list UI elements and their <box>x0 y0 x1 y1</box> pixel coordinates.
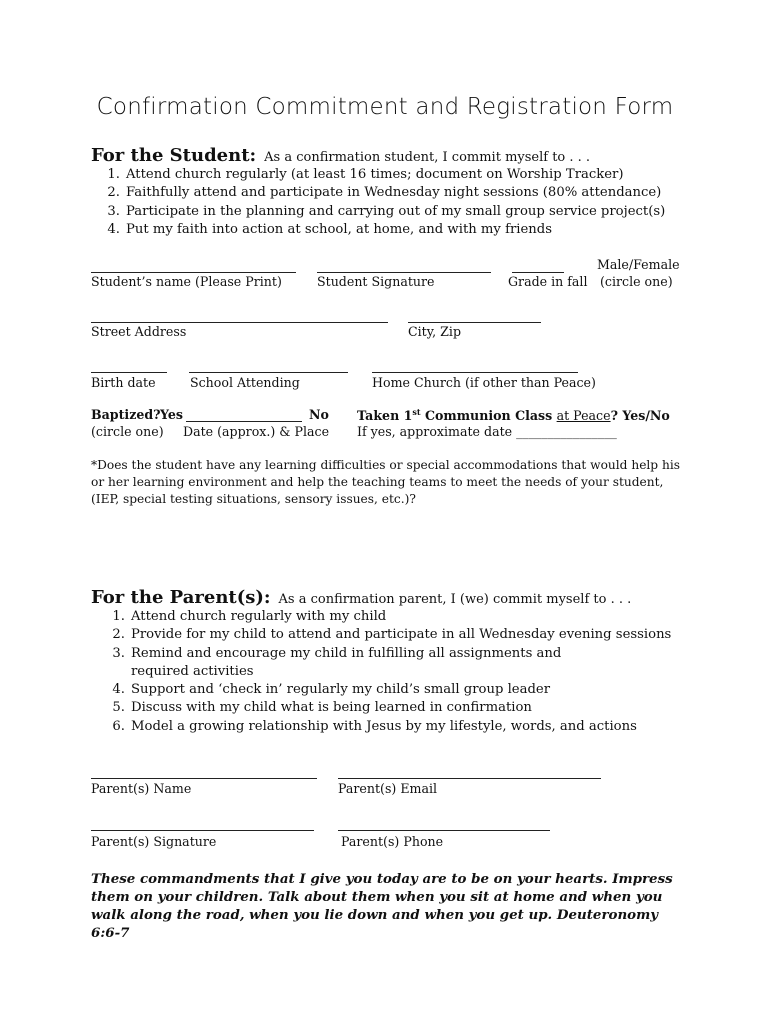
baptized-no-option[interactable]: No <box>309 407 329 422</box>
list-item: 1. Attend church regularly (at least 16 times; document on Worship Tracker) <box>107 167 624 182</box>
list-item: 3. Remind and encourage my child in fulfilling all assignments and required activities <box>112 645 562 679</box>
communion-question: Taken 1st Communion Class at Peace? Yes/No <box>357 407 670 424</box>
parent-signature-label: Parent(s) Signature <box>91 834 217 849</box>
list-item: 2. Provide for my child to attend and participate in all Wednesday evening sessions <box>112 627 672 643</box>
birth-date-label: Birth date <box>91 375 156 390</box>
baptism-date-place-field[interactable] <box>186 421 302 422</box>
list-item: 4. Put my faith into action at school, at home, and with my friends <box>107 221 552 237</box>
student-name-label: Student’s name (Please Print) <box>91 274 282 289</box>
gender-label-top: Male/Female <box>597 257 680 272</box>
school-field[interactable] <box>189 372 348 373</box>
street-address-field[interactable] <box>91 322 388 323</box>
baptism-date-place-label: Date (approx.) & Place <box>183 424 330 439</box>
street-address-label: Street Address <box>91 324 187 339</box>
baptized-yes-option[interactable]: Yes <box>160 407 183 422</box>
school-label: School Attending <box>190 375 300 390</box>
baptized-label: Baptized? <box>91 407 161 422</box>
grade-field[interactable] <box>512 272 564 273</box>
special-accommodations-question: *Does the student have any learning difficulties or special accommodations that would help his or her learning environment and help the teaching teams to meet the needs of your student, (IEP, special testing situations, sensory issues, etc.)? <box>91 458 680 506</box>
student-name-field[interactable] <box>91 272 296 273</box>
parent-phone-field[interactable] <box>338 830 550 831</box>
parent-phone-label: Parent(s) Phone <box>341 834 444 849</box>
student-intro: As a confirmation student, I commit myself to . . . <box>264 150 591 165</box>
home-church-label: Home Church (if other than Peace) <box>372 375 596 390</box>
list-item: 1. Attend church regularly with my child <box>112 609 387 624</box>
student-section-header <box>91 145 590 166</box>
student-heading: For the Student: <box>91 145 257 166</box>
parent-email-label: Parent(s) Email <box>338 781 438 796</box>
parent-commitment-list <box>103 608 683 736</box>
list-item: 2. Faithfully attend and participate in Wednesday night sessions (80% attendance) <box>107 185 662 201</box>
baptized-circle-label: (circle one) <box>91 424 164 439</box>
student-commitment-list <box>98 166 698 239</box>
city-zip-label: City, Zip <box>408 324 462 339</box>
gender-label-bottom: (circle one) <box>600 274 673 289</box>
parent-signature-field[interactable] <box>91 830 314 831</box>
parent-email-field[interactable] <box>338 778 601 779</box>
parent-section-header <box>91 587 631 608</box>
list-item: 5. Discuss with my child what is being learned in confirmation <box>112 700 532 716</box>
list-item: 3. Participate in the planning and carrying out of my small group service project(s) <box>107 203 666 219</box>
city-zip-field[interactable] <box>408 322 541 323</box>
parent-name-label: Parent(s) Name <box>91 781 192 796</box>
home-church-field[interactable] <box>372 372 578 373</box>
student-signature-field[interactable] <box>317 272 491 273</box>
parent-heading: For the Parent(s): <box>91 587 271 608</box>
grade-label: Grade in fall <box>508 274 588 289</box>
parent-intro: As a confirmation parent, I (we) commit myself to . . . <box>278 592 632 607</box>
list-item: 4. Support and ‘check in’ regularly my child’s small group leader <box>112 682 551 698</box>
scripture-quote: These commandments that I give you today are to be on your hearts. Impress them on your children. Talk about them when you sit at home and when you walk along the road, when you lie down and when you get up. Deuteronomy 6:6-7 <box>91 871 673 941</box>
list-item: 6. Model a growing relationship with Jesus by my lifestyle, words, and actions <box>112 718 637 734</box>
student-signature-label: Student Signature <box>317 274 435 289</box>
communion-date-field[interactable]: If yes, approximate date ________________ <box>357 424 617 439</box>
parent-name-field[interactable] <box>91 778 317 779</box>
birth-date-field[interactable] <box>91 372 167 373</box>
page-title: Confirmation Commitment and Registration Form <box>96 94 674 120</box>
